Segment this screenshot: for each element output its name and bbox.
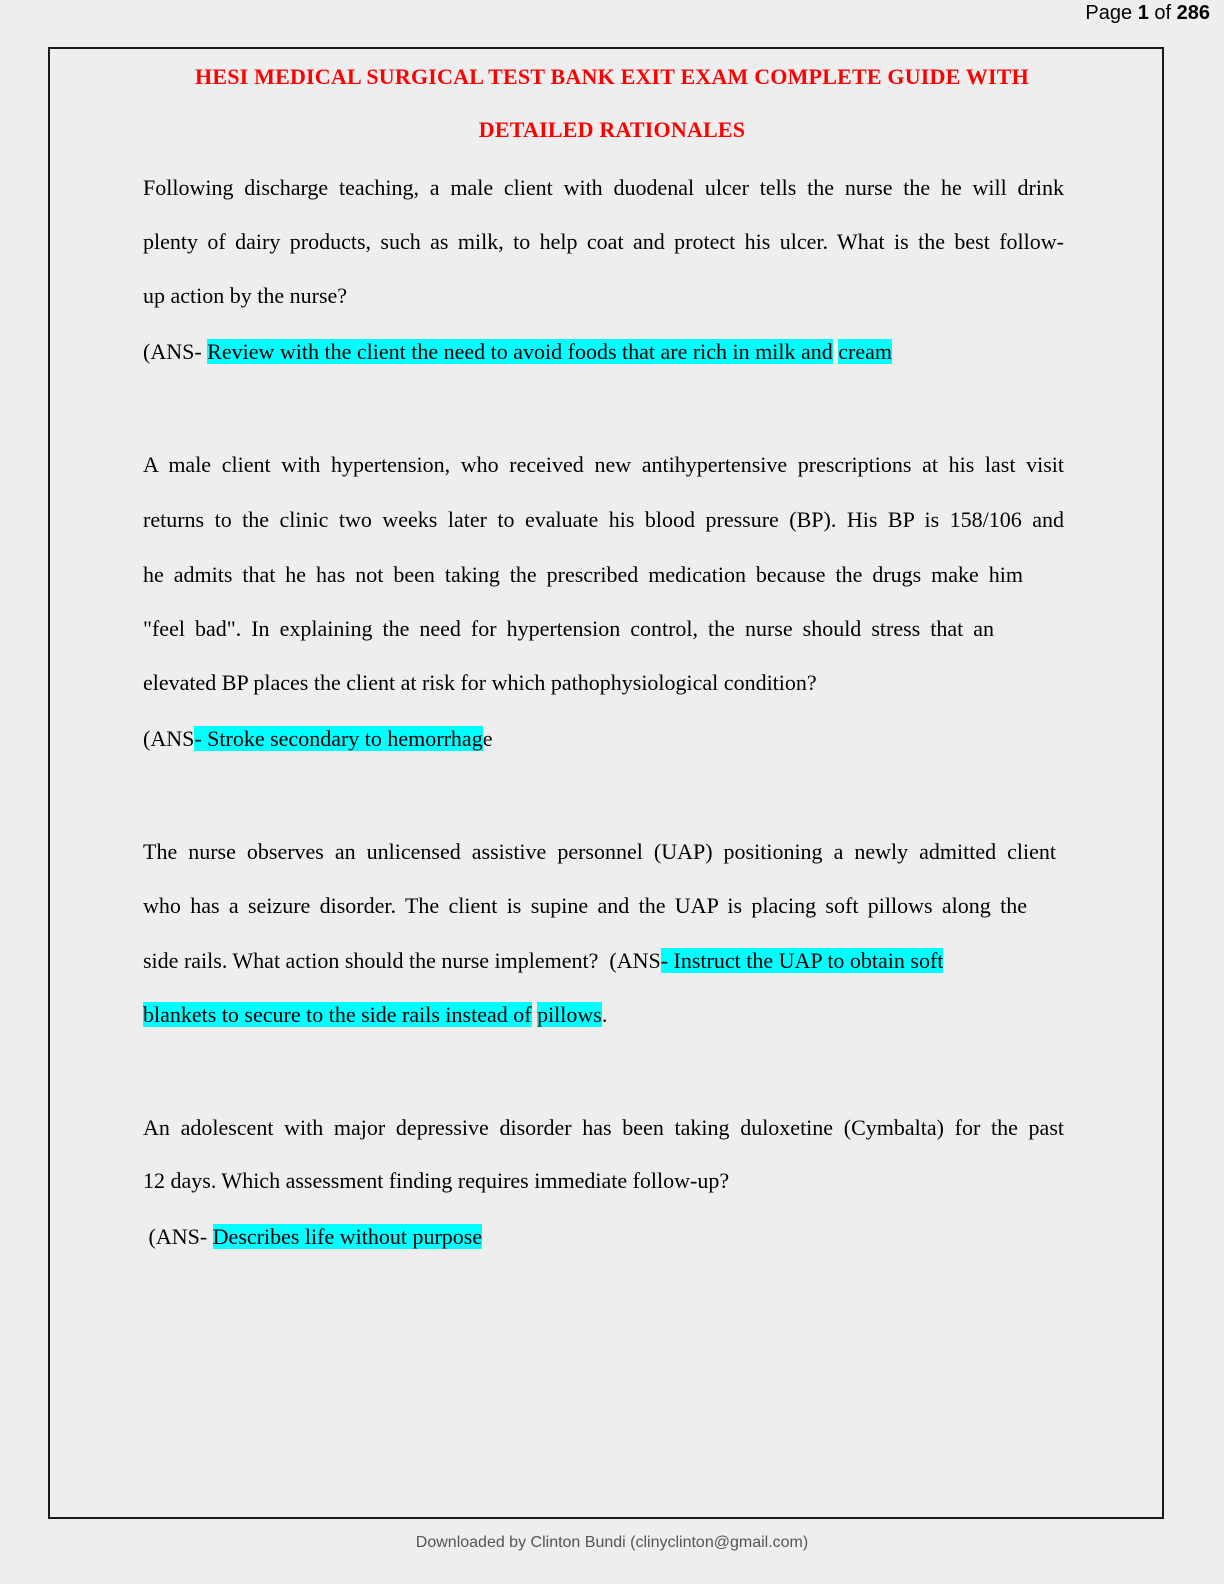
question-2-line-3: he admits that he has not been taking the prescribed medication because the drugs make him bbox=[143, 562, 1023, 587]
question-1-line-1: Following discharge teaching, a male client with duodenal ulcer tells the nurse the he will drink bbox=[143, 175, 1064, 200]
total-pages-number: 286 bbox=[1176, 2, 1210, 24]
answer-4-highlight: Describes life without purpose bbox=[212, 1224, 483, 1249]
question-2-line-4: "feel bad". In explaining the need for hypertension control, the nurse should stress that an bbox=[143, 616, 994, 641]
question-1-line-2: plenty of dairy products, such as milk, to help coat and protect his ulcer. What is the best follow- bbox=[143, 229, 1064, 254]
question-1-line-3: up action by the nurse? bbox=[143, 283, 348, 308]
page-counter bbox=[1085, 2, 1210, 25]
answer-1-prefix: (ANS- bbox=[143, 339, 208, 364]
answer-3-suffix: . bbox=[601, 1002, 608, 1027]
question-2-line-1: A male client with hypertension, who received new antihypertensive prescriptions at his last visit bbox=[143, 452, 1064, 477]
question-3-line-2: who has a seizure disorder. The client is supine and the UAP is placing soft pillows along the bbox=[143, 893, 1027, 918]
document-title-line-1: HESI MEDICAL SURGICAL TEST BANK EXIT EXAM COMPLETE GUIDE WITH bbox=[195, 64, 1029, 89]
answer-2-highlight: - Stroke secondary to hemorrhag bbox=[194, 726, 483, 751]
answer-1-highlight-end: cream bbox=[838, 339, 893, 364]
answer-2-prefix: (ANS bbox=[143, 726, 195, 751]
answer-3-continued bbox=[143, 1001, 607, 1029]
answer-3-highlight-end: pillows bbox=[537, 1002, 602, 1027]
question-3-line-3-text: side rails. What action should the nurse implement? (ANS bbox=[143, 948, 661, 973]
current-page-number: 1 bbox=[1137, 2, 1149, 24]
document-title-line-2: DETAILED RATIONALES bbox=[478, 117, 746, 142]
question-4-line-1: An adolescent with major depressive disorder has been taking duloxetine (Cymbalta) for the past bbox=[143, 1115, 1064, 1140]
answer-3-highlight: - Instruct the UAP to obtain soft bbox=[660, 948, 944, 973]
answer-4-prefix: (ANS- bbox=[143, 1224, 213, 1249]
page-label: Page bbox=[1085, 2, 1133, 24]
answer-1 bbox=[143, 338, 892, 366]
page-of-label: of bbox=[1154, 2, 1172, 24]
answer-2 bbox=[143, 725, 492, 753]
question-4-line-2: 12 days. Which assessment finding requires immediate follow-up? bbox=[143, 1168, 730, 1193]
answer-3-highlight-line-2: blankets to secure to the side rails instead of bbox=[143, 1002, 532, 1027]
download-footer: Downloaded by Clinton Bundi (clinyclinton@gmail.com) bbox=[415, 1534, 809, 1551]
question-2-line-2: returns to the clinic two weeks later to evaluate his blood pressure (BP). His BP is 158/106 and bbox=[143, 507, 1064, 532]
question-2-line-5: elevated BP places the client at risk for which pathophysiological condition? bbox=[143, 670, 817, 695]
question-3-line-1: The nurse observes an unlicensed assistive personnel (UAP) positioning a newly admitted client bbox=[143, 839, 1056, 864]
answer-2-suffix: e bbox=[482, 726, 493, 751]
question-3-line-3 bbox=[143, 947, 943, 975]
answer-4 bbox=[143, 1223, 482, 1251]
answer-1-highlight: Review with the client the need to avoid foods that are rich in milk and bbox=[207, 339, 833, 364]
page-border bbox=[48, 47, 1164, 1519]
